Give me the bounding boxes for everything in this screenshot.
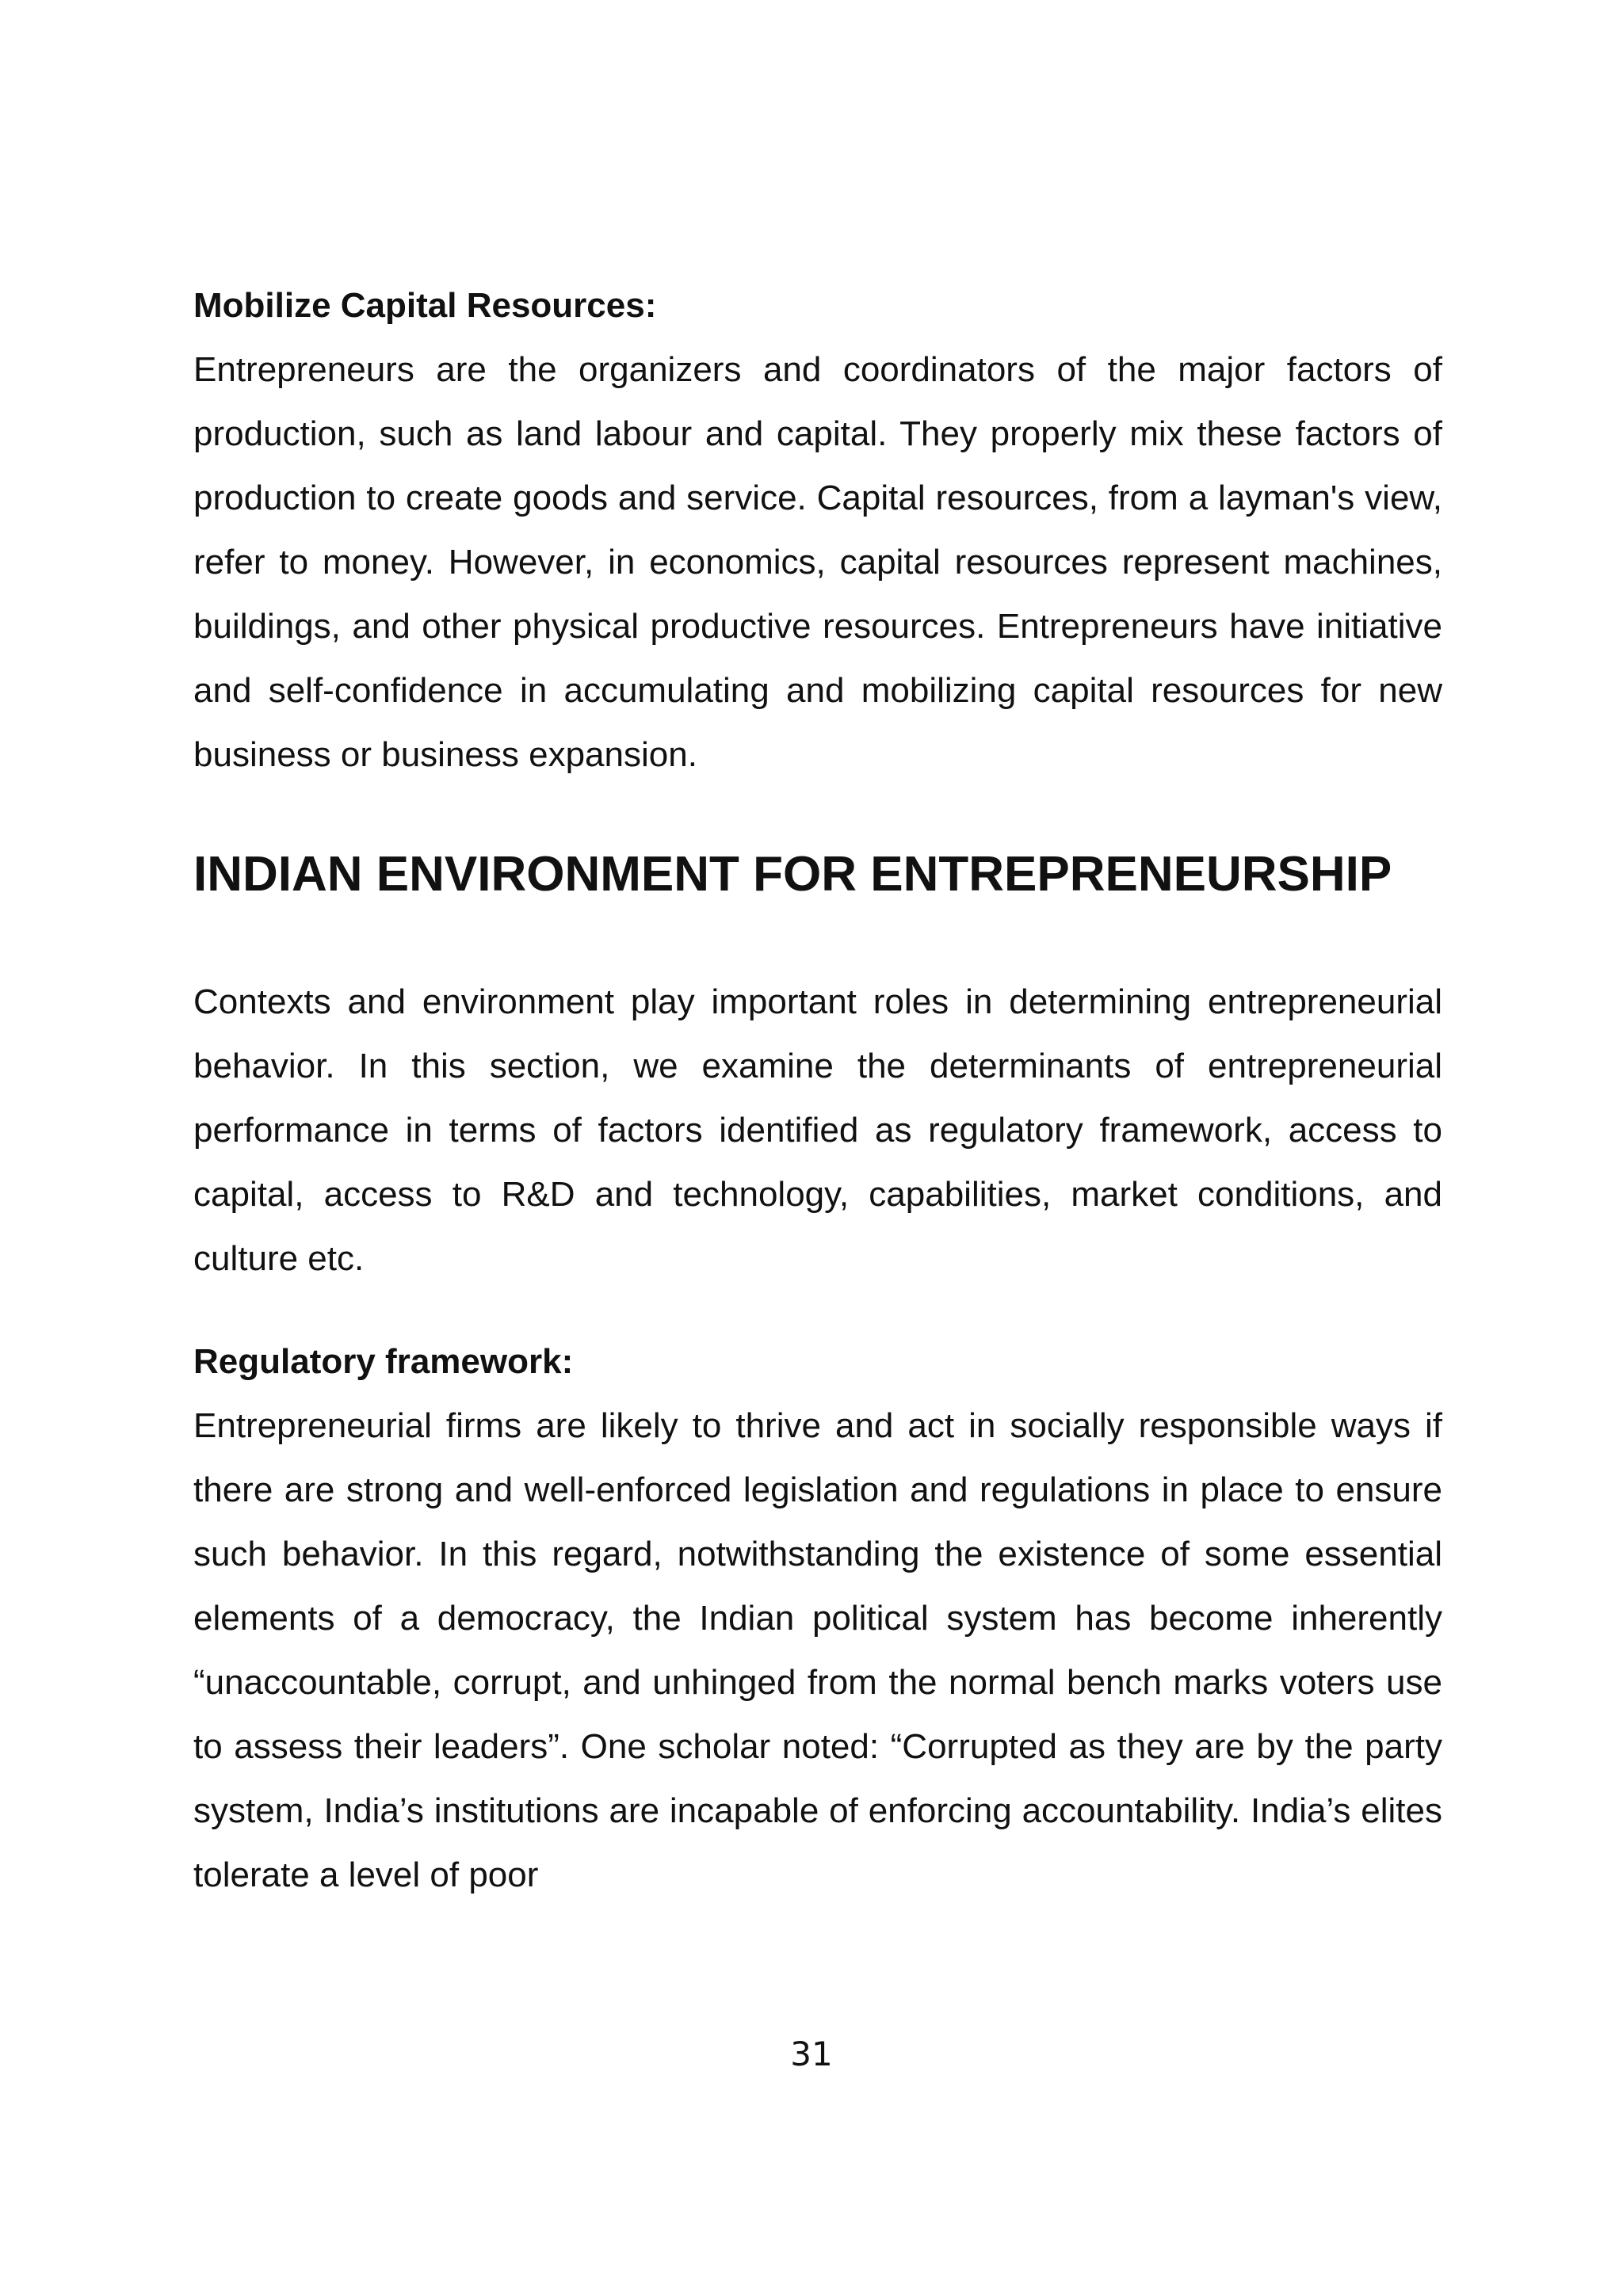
paragraph-environment: Contexts and environment play important roles in determining entrepreneurial behavior. In this section, we examine the determinants of entrepreneurial performance in terms of factors identified as regulatory framework, access to capital, access to R&D and technology, capabilities, market conditions, and culture etc. <box>193 982 1442 1278</box>
heading-mobilize-capital-resources: Mobilize Capital Resources: <box>193 286 657 325</box>
page-content <box>193 285 1442 1907</box>
paragraph-capital-resources: Entrepreneurs are the organizers and coordinators of the major factors of production, such as land labour and capital. They properly mix these factors of production to create goods and service. Capital resources, from a layman's view, refer to money. However, in economics, capital resources represent machines, buildings, and other physical productive resources. Entrepreneurs have initiative and self-confidence in accumulating and mobilizing capital resources for new business or business expansion. <box>193 350 1442 774</box>
heading-regulatory-framework: Regulatory framework: <box>193 1342 574 1381</box>
page-number: 31 <box>790 2035 833 2073</box>
paragraph-regulatory-framework: Entrepreneurial firms are likely to thrive and act in socially responsible ways if there are strong and well-enforced legislation and regulations in place to ensure such behavior. In this regard, notwithstanding the existence of some essential elements of a democracy, the Indian political system has become inherently “unaccountable, corrupt, and unhinged from the normal bench marks voters use to assess their leaders”. One scholar noted: “Corrupted as they are by the party system, India’s institutions are incapable of enforcing accountability. India’s elites tolerate a level of poor <box>193 1406 1442 1894</box>
section-title-indian-environment: INDIAN ENVIRONMENT FOR ENTREPRENEURSHIP <box>193 847 1392 902</box>
